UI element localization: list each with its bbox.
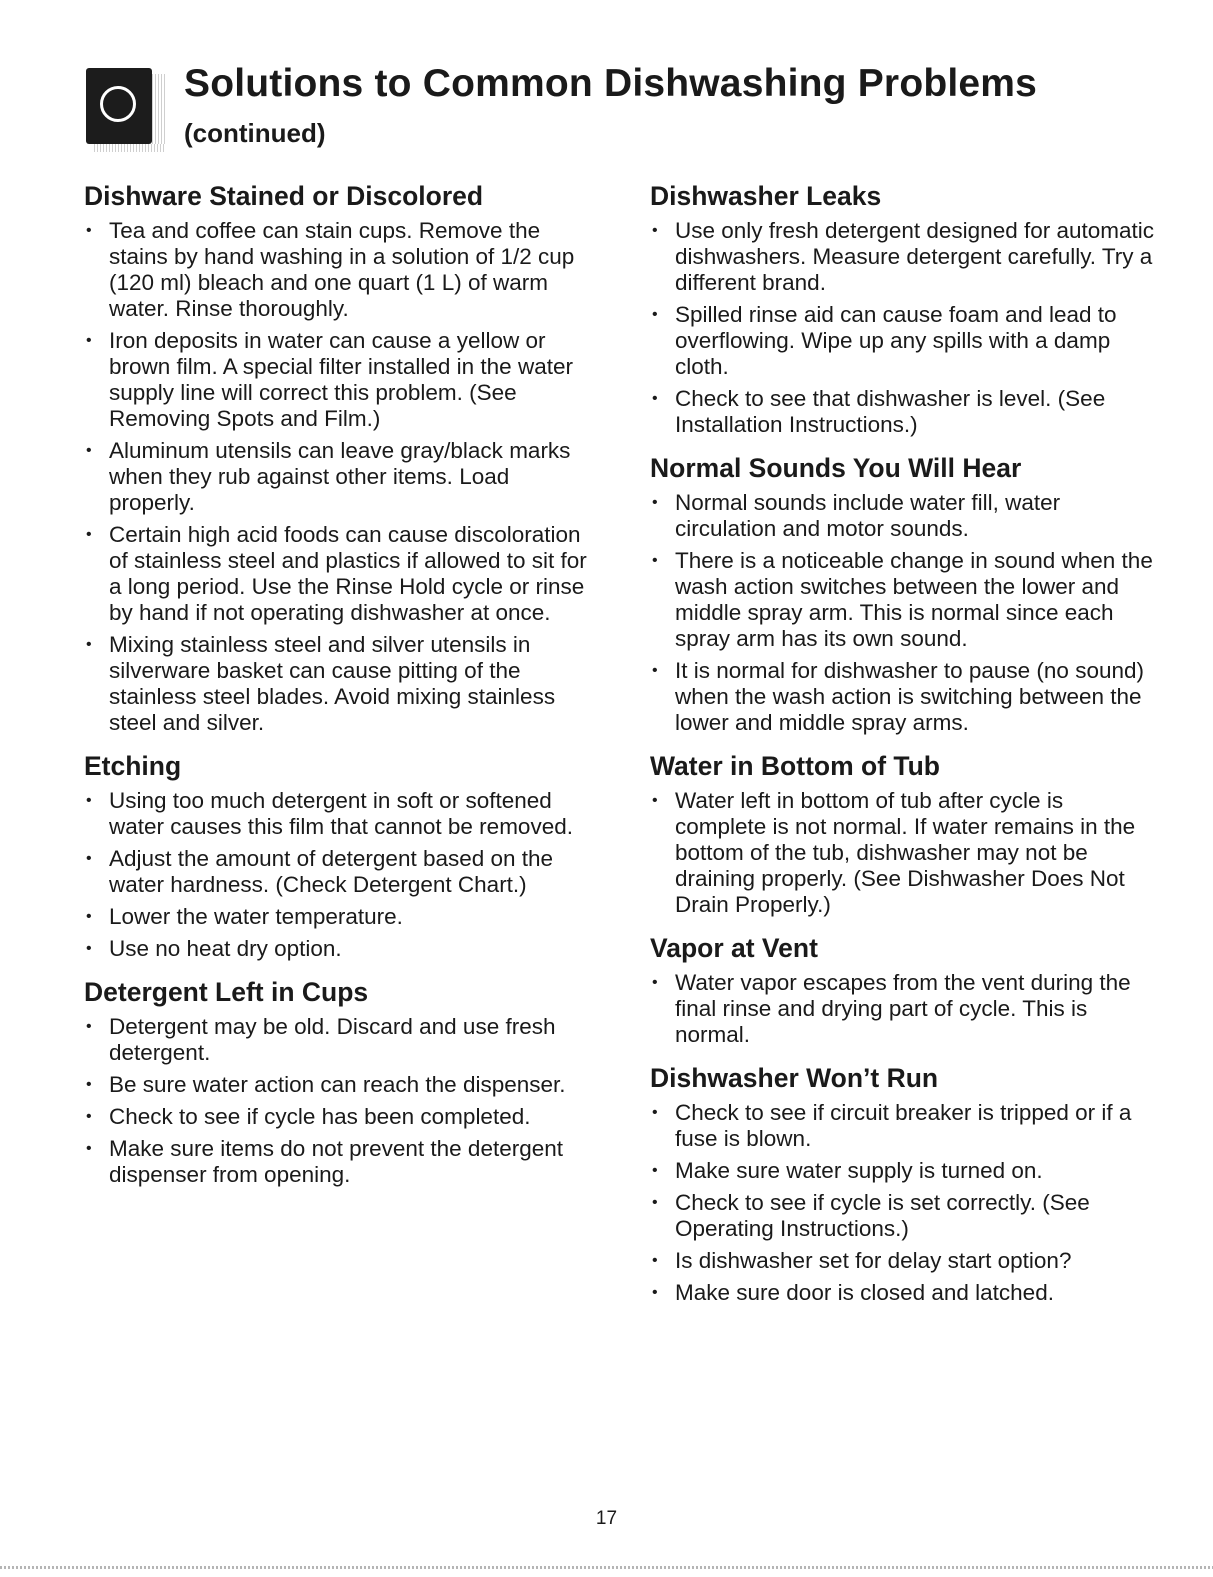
list-item (650, 1100, 1160, 1152)
bullet-icon: • (86, 908, 92, 925)
bullet-icon: • (86, 636, 92, 653)
section-dishware-stained-or-discolored (84, 180, 594, 736)
list-item (84, 1014, 594, 1066)
section-dishwasher-won-t-run (650, 1062, 1160, 1306)
list-item-text: Tea and coffee can stain cups. Remove the stains by hand washing in a solution of 1/2 cup (120 ml) bleach and one quart (1 L) of warm water. Rinse thoroughly. (109, 218, 575, 321)
section-dishwasher-leaks (650, 180, 1160, 438)
list-item (84, 1104, 594, 1130)
list-item-text: Use no heat dry option. (109, 936, 342, 961)
list-item-text: Adjust the amount of detergent based on the water hardness. (Check Detergent Chart.) (109, 846, 554, 897)
list-item-text: Make sure items do not prevent the detergent dispenser from opening. (109, 1136, 564, 1187)
list-item (650, 1248, 1160, 1274)
list-item (84, 936, 594, 962)
bullet-list (84, 218, 594, 736)
list-item-text: Water left in bottom of tub after cycle is complete is not normal. If water remains in the bottom of the tub, dishwasher may not be draining properly. (See Dishwasher Does Not Drain Properly.) (675, 788, 1136, 917)
list-item (650, 218, 1160, 296)
page-number: 17 (595, 1508, 618, 1529)
list-item (84, 632, 594, 736)
list-item-text: Using too much detergent in soft or softened water causes this film that cannot be removed. (109, 788, 573, 839)
bullet-icon: • (86, 222, 92, 239)
list-item-text: Iron deposits in water can cause a yellow or brown film. A special filter installed in the water supply line will correct this problem. (See Removing Spots and Film.) (109, 328, 573, 431)
bullet-icon: • (652, 1194, 658, 1211)
section-heading: Dishwasher Leaks (650, 181, 882, 211)
bullet-icon: • (86, 792, 92, 809)
bullet-list (650, 490, 1160, 736)
left-column (84, 180, 594, 1202)
bullet-list (650, 1100, 1160, 1306)
list-item (650, 658, 1160, 736)
list-item (84, 788, 594, 840)
list-item-text: Aluminum utensils can leave gray/black marks when they rub against other items. Load properly. (109, 438, 571, 515)
list-item-text: There is a noticeable change in sound when the wash action switches between the lower and middle spray arm. This is normal since each spray arm has its own sound. (675, 548, 1153, 651)
bullet-list (84, 788, 594, 962)
list-item-text: Make sure water supply is turned on. (675, 1158, 1043, 1183)
bullet-icon: • (86, 1108, 92, 1125)
list-item-text: Check to see if circuit breaker is tripped or if a fuse is blown. (675, 1100, 1132, 1151)
list-item-text: Check to see that dishwasher is level. (See Installation Instructions.) (675, 386, 1106, 437)
right-column (650, 180, 1160, 1320)
logo-shadow-bottom (94, 144, 166, 152)
bullet-icon: • (86, 1018, 92, 1035)
section-heading: Dishwasher Won’t Run (650, 1063, 939, 1093)
list-item (84, 1072, 594, 1098)
list-item-text: Mixing stainless steel and silver utensils in silverware basket can cause pitting of the stainless steel blades. Avoid mixing stainless steel and silver. (109, 632, 556, 735)
section-vapor-at-vent (650, 932, 1160, 1048)
bullet-icon: • (86, 850, 92, 867)
list-item-text: Lower the water temperature. (109, 904, 403, 929)
list-item-text: Water vapor escapes from the vent during the final rinse and drying part of cycle. This is normal. (675, 970, 1131, 1047)
list-item (650, 788, 1160, 918)
list-item-text: It is normal for dishwasher to pause (no sound) when the wash action is switching between the lower and middle spray arms. (675, 658, 1144, 735)
list-item (84, 522, 594, 626)
list-item-text: Spilled rinse aid can cause foam and lead to overflowing. Wipe up any spills with a damp cloth. (675, 302, 1117, 379)
bullet-icon: • (652, 494, 658, 511)
list-item (84, 846, 594, 898)
list-item (650, 1280, 1160, 1306)
section-heading: Normal Sounds You Will Hear (650, 453, 1022, 483)
section-detergent-left-in-cups (84, 976, 594, 1188)
section-heading: Detergent Left in Cups (84, 977, 369, 1007)
bullet-icon: • (86, 940, 92, 957)
logo-shadow (152, 74, 166, 150)
list-item (650, 548, 1160, 652)
bullet-icon: • (652, 222, 658, 239)
list-item (84, 904, 594, 930)
section-heading: Etching (84, 751, 182, 781)
bullet-icon: • (652, 974, 658, 991)
page-subtitle: (continued) (184, 118, 326, 148)
bullet-icon: • (652, 1284, 658, 1301)
list-item (650, 386, 1160, 438)
section-normal-sounds-you-will-hear (650, 452, 1160, 736)
page-header (86, 62, 1166, 162)
list-item-text: Check to see if cycle is set correctly. (See Operating Instructions.) (675, 1190, 1090, 1241)
list-item (650, 302, 1160, 380)
bullet-icon: • (652, 306, 658, 323)
bullet-icon: • (652, 662, 658, 679)
dishwasher-logo-icon (86, 68, 168, 148)
list-item-text: Be sure water action can reach the dispenser. (109, 1072, 566, 1097)
list-item-text: Make sure door is closed and latched. (675, 1280, 1054, 1305)
bullet-list (650, 788, 1160, 918)
bottom-rule (0, 1566, 1213, 1569)
list-item (84, 218, 594, 322)
section-water-in-bottom-of-tub (650, 750, 1160, 918)
list-item (650, 1190, 1160, 1242)
bullet-icon: • (652, 1162, 658, 1179)
section-heading: Vapor at Vent (650, 933, 818, 963)
logo-box (86, 68, 152, 144)
list-item-text: Check to see if cycle has been completed. (109, 1104, 531, 1129)
list-item (650, 490, 1160, 542)
bullet-icon: • (86, 442, 92, 459)
bullet-icon: • (86, 1140, 92, 1157)
list-item (84, 1136, 594, 1188)
bullet-icon: • (86, 526, 92, 543)
list-item (84, 438, 594, 516)
bullet-list (84, 1014, 594, 1188)
list-item (650, 970, 1160, 1048)
section-etching (84, 750, 594, 962)
page-title: Solutions to Common Dishwashing Problems (184, 62, 1038, 105)
bullet-icon: • (652, 1252, 658, 1269)
bullet-list (650, 218, 1160, 438)
list-item (650, 1158, 1160, 1184)
section-heading: Dishware Stained or Discolored (84, 181, 484, 211)
bullet-icon: • (86, 332, 92, 349)
list-item-text: Use only fresh detergent designed for automatic dishwashers. Measure detergent carefully. Try a different brand. (675, 218, 1155, 295)
bullet-icon: • (652, 552, 658, 569)
bullet-list (650, 970, 1160, 1048)
bullet-icon: • (652, 390, 658, 407)
list-item (84, 328, 594, 432)
list-item-text: Certain high acid foods can cause discoloration of stainless steel and plastics if allowed to sit for a long period. Use the Rinse Hold cycle or rinse by hand if not operating dishwasher at once. (109, 522, 587, 625)
bullet-icon: • (86, 1076, 92, 1093)
logo-circle (100, 86, 136, 122)
section-heading: Water in Bottom of Tub (650, 751, 940, 781)
list-item-text: Is dishwasher set for delay start option? (675, 1248, 1072, 1273)
list-item-text: Normal sounds include water fill, water circulation and motor sounds. (675, 490, 1061, 541)
list-item-text: Detergent may be old. Discard and use fresh detergent. (109, 1014, 556, 1065)
bullet-icon: • (652, 792, 658, 809)
bullet-icon: • (652, 1104, 658, 1121)
